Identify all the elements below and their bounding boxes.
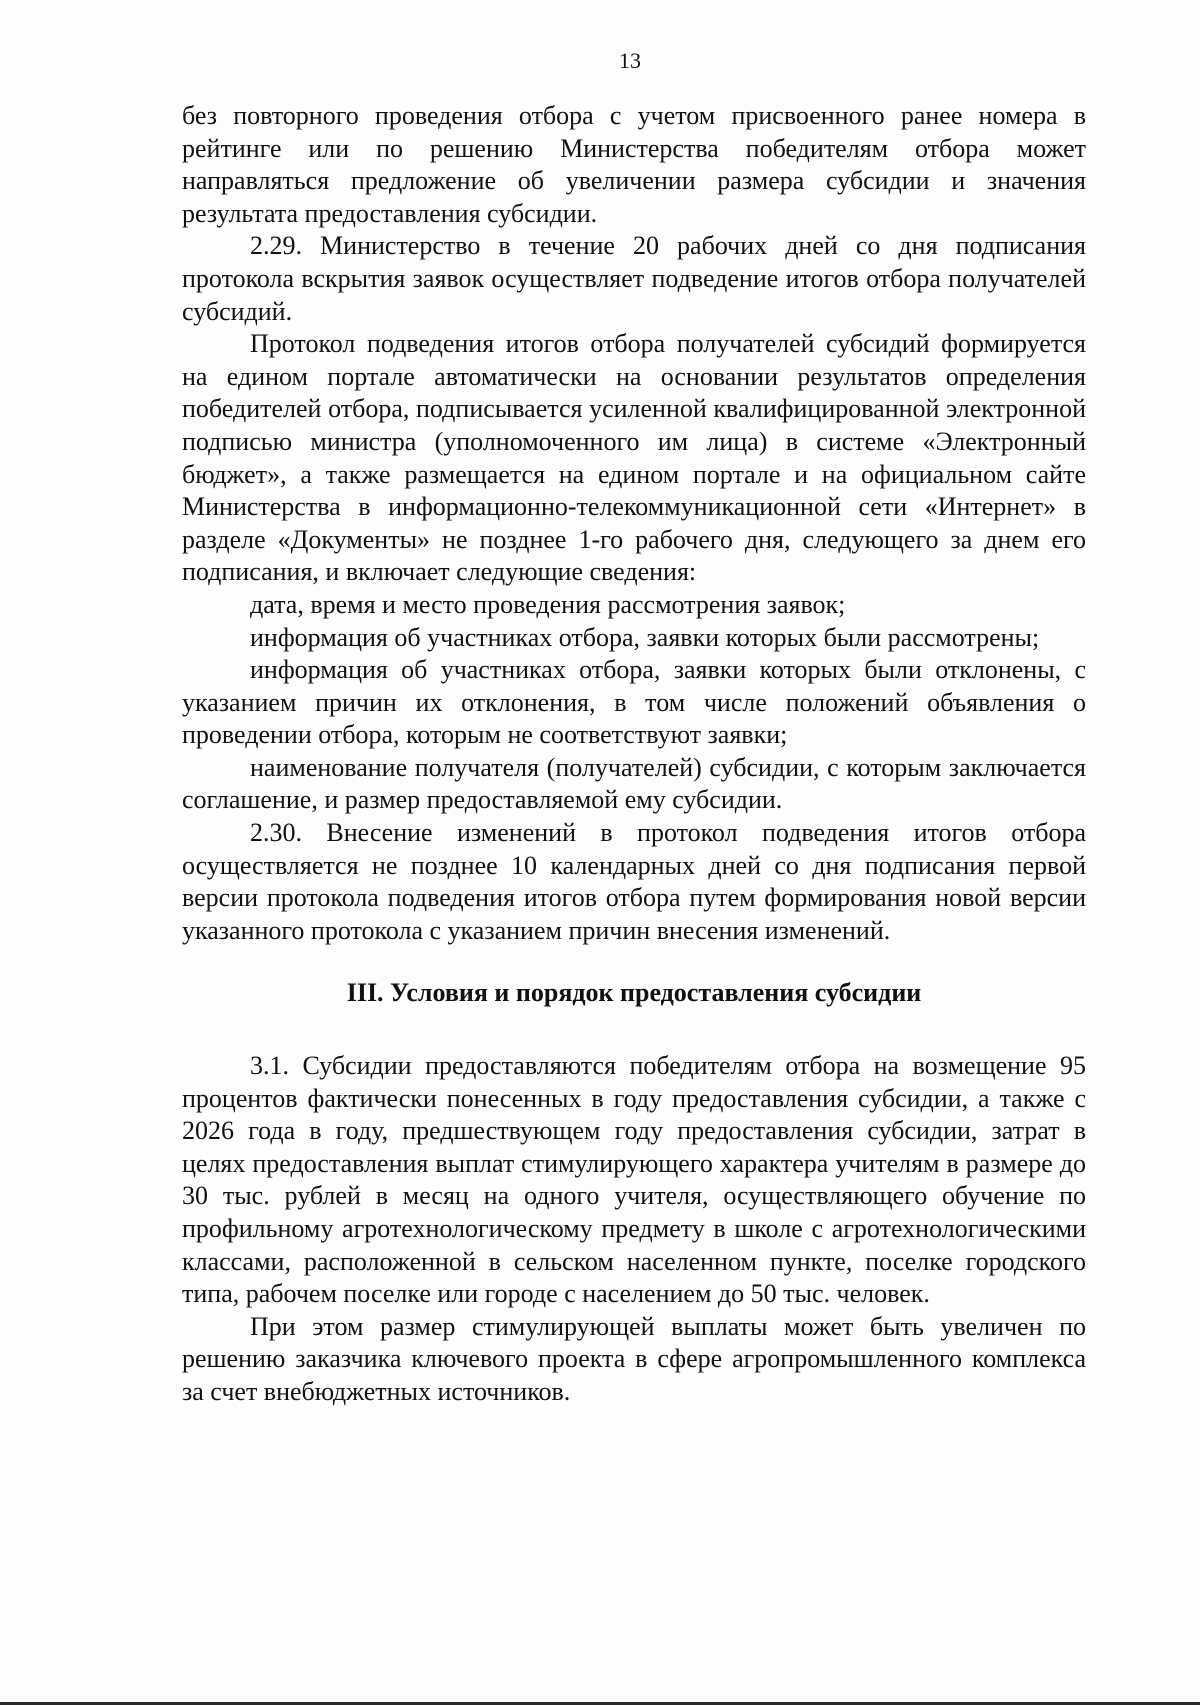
paragraph: 3.1. Субсидии предоставляются победителям отбора на возмещение 95 процентов фактически понесенных в году предоставления субсидии, а также с 2026 года в году, предшествующем году предоставления субсидии, затрат в целях предоставления выплат стимулирующего характера учителям в размере до 30 тыс. рублей в месяц на одного учителя, осуществляющего обучение по профильному агротехнологическому предмету в школе с агротехнологическими классами, расположенной в сельском населенном пункте, поселке городского типа, рабочем поселке или городе с населением до 50 тыс. человек. <box>182 1051 1086 1309</box>
page-number: 13 <box>619 48 641 73</box>
section-3-body <box>182 1050 1086 1409</box>
section-2-continuation <box>182 100 1086 947</box>
paragraph: При этом размер стимулирующей выплаты может быть увеличен по решению заказчика ключевого проекта в сфере агропромышленного комплекса за счет внебюджетных источников. <box>182 1311 1086 1406</box>
paragraph: без повторного проведения отбора с учетом присвоенного ранее номера в рейтинге или по решению Министерства победителям отбора может направляться предложение об увеличении размера субсидии и значения результата предоставления субсидии. <box>182 101 1086 228</box>
paragraph: Протокол подведения итогов отбора получателей субсидий формируется на едином портале автоматически на основании результатов определения победителей отбора, подписывается усиленной квалифицированной электронной подписью министра (уполномоченного им лица) в системе «Электронный бюджет», а также размещается на едином портале и на официальном сайте Министерства в информационно-телекоммуникационной сети «Интернет» в разделе «Документы» не позднее 1-го рабочего дня, следующего за днем его подписания, и включает следующие сведения: <box>182 329 1086 587</box>
paragraph: информация об участниках отбора, заявки которых были рассмотрены; <box>250 622 1040 652</box>
paragraph: 2.29. Министерство в течение 20 рабочих дней со дня подписания протокола вскрытия заявок осуществляет подведение итогов отбора получателей субсидий. <box>182 231 1086 326</box>
paragraph: информация об участниках отбора, заявки которых были отклонены, с указанием причин их отклонения, в том числе положений объявления о проведении отбора, которым не соответствуют заявки; <box>182 655 1086 750</box>
paragraph: 2.30. Внесение изменений в протокол подведения итогов отбора осуществляется не позднее 10 календарных дней со дня подписания первой версии протокола подведения итогов отбора путем формирования новой версии указанного протокола с указанием причин внесения изменений. <box>182 818 1086 945</box>
document-body <box>182 100 1086 1409</box>
paragraph: дата, время и место проведения рассмотрения заявок; <box>250 589 846 619</box>
section-heading: III. Условия и порядок предоставления субсидии <box>346 978 922 1008</box>
paragraph: наименование получателя (получателей) субсидии, с которым заключается соглашение, и размер предоставляемой ему субсидии. <box>182 752 1086 815</box>
